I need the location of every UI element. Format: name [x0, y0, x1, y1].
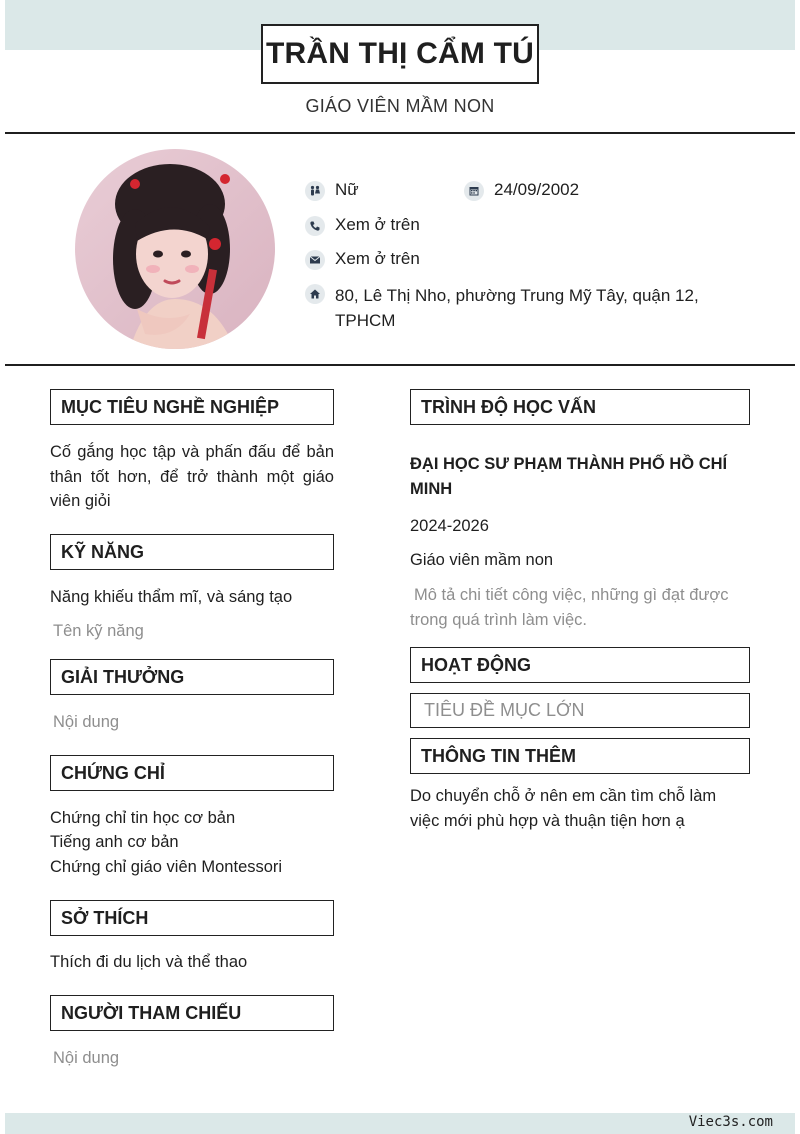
education-heading: TRÌNH ĐỘ HỌC VẤN: [410, 389, 750, 425]
calendar-icon: [464, 181, 484, 201]
phone-value: Xem ở trên: [335, 215, 420, 234]
education-school: ĐẠI HỌC SƯ PHẠM THÀNH PHỐ HỒ CHÍ MINH: [410, 455, 728, 498]
certificate-item: Chứng chỉ giáo viên Montessori: [50, 858, 283, 876]
job-title: GIÁO VIÊN MẦM NON: [305, 96, 495, 116]
gender-value: Nữ: [335, 180, 359, 199]
references-heading: NGƯỜI THAM CHIẾU: [50, 995, 334, 1031]
additional-info-text: Do chuyển chỗ ở nên em cần tìm chỗ làm việc mới phù hợp và thuận tiện hơn ạ: [410, 787, 717, 830]
references-placeholder: Nội dung: [53, 1049, 120, 1067]
header-divider: [5, 132, 795, 134]
envelope-icon: [305, 250, 325, 270]
gender-row: [305, 180, 359, 201]
footer-band: [5, 1113, 795, 1134]
home-icon: [305, 284, 325, 304]
gender-icon: [305, 181, 325, 201]
activities-placeholder-title: TIÊU ĐỀ MỤC LỚN: [410, 693, 750, 728]
skills-heading: KỸ NĂNG: [50, 534, 334, 570]
objective-heading: MỤC TIÊU NGHỀ NGHIỆP: [50, 389, 334, 425]
phone-icon: [305, 216, 325, 236]
activities-heading: HOẠT ĐỘNG: [410, 647, 750, 683]
birthday-value: 24/09/2002: [494, 180, 580, 199]
awards-heading: GIẢI THƯỞNG: [50, 659, 334, 695]
candidate-name: TRẦN THỊ CẨM TÚ: [261, 24, 539, 84]
brand-label: Viec3s.com: [688, 1114, 773, 1130]
objective-text: Cố gắng học tập và phấn đấu để bản thân tốt hơn, để trở thành một giáo viên giỏi: [50, 443, 334, 510]
education-period: 2024-2026: [410, 517, 489, 535]
hobbies-heading: SỞ THÍCH: [50, 900, 334, 936]
hobbies-text: Thích đi du lịch và thể thao: [50, 953, 248, 971]
skill-item: Năng khiếu thẩm mĩ, và sáng tạo: [50, 588, 293, 606]
certificate-item: Chứng chỉ tin học cơ bản: [50, 809, 236, 827]
phone-row: [305, 215, 420, 236]
education-description: Mô tả chi tiết công việc, những gì đạt được trong quá trình làm việc.: [410, 586, 729, 629]
education-major: Giáo viên mầm non: [410, 551, 554, 569]
email-value: Xem ở trên: [335, 249, 420, 268]
additional-info-heading: THÔNG TIN THÊM: [410, 738, 750, 774]
email-row: [305, 249, 420, 270]
avatar: [75, 149, 275, 349]
certificates-heading: CHỨNG CHỈ: [50, 755, 334, 791]
skill-placeholder: Tên kỹ năng: [53, 622, 144, 640]
address-value: 80, Lê Thị Nho, phường Trung Mỹ Tây, quận 12, TPHCM: [335, 286, 699, 330]
awards-placeholder: Nội dung: [53, 713, 120, 731]
birthday-row: [464, 180, 579, 201]
certificate-item: Tiếng anh cơ bản: [50, 833, 179, 851]
address-row: [305, 283, 705, 333]
profile-divider: [5, 364, 795, 366]
